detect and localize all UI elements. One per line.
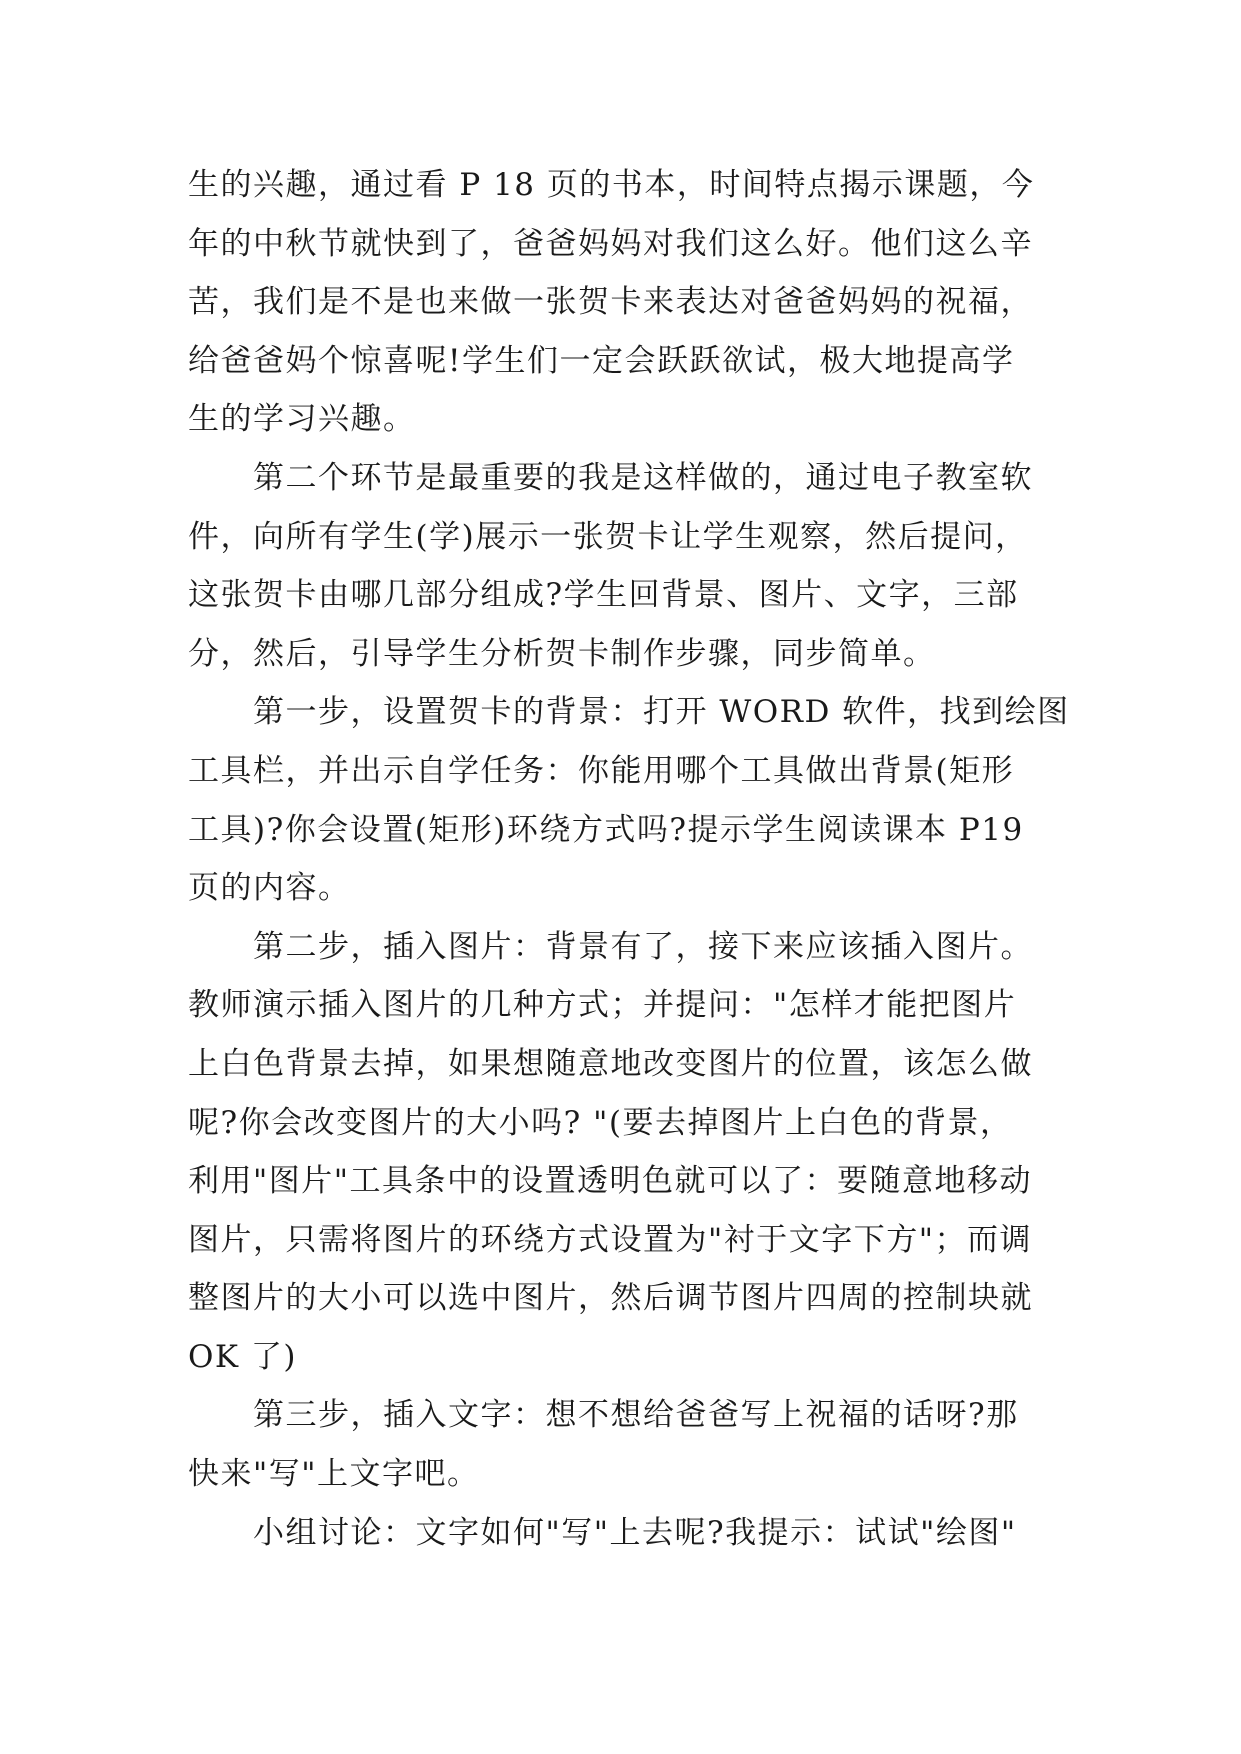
text-line: 教师演示插入图片的几种方式；并提问："怎样才能把图片 bbox=[188, 987, 1017, 1024]
text-line: 页的内容。 bbox=[188, 870, 351, 907]
text-line: 整图片的大小可以选中图片，然后调节图片四周的控制块就 bbox=[188, 1280, 1033, 1317]
text-line: 生的兴趣，通过看 P 18 页的书本，时间特点揭示课题，今 bbox=[188, 167, 1035, 203]
text-line: 给爸爸妈个惊喜呢!学生们一定会跃跃欲试，极大地提高学 bbox=[188, 342, 1015, 379]
text-line: 第一步，设置贺卡的背景：打开 WORD 软件，找到绘图 bbox=[188, 694, 1070, 731]
text-line: 年的中秋节就快到了，爸爸妈妈对我们这么好。他们这么辛 bbox=[188, 225, 1033, 262]
text-line: OK 了) bbox=[188, 1338, 298, 1375]
text-line: 小组讨论：文字如何"写"上去呢?我提示：试试"绘图" bbox=[188, 1514, 1017, 1551]
text-line: 苦，我们是不是也来做一张贺卡来表达对爸爸妈妈的祝福， bbox=[188, 284, 1033, 321]
text-line: 快来"写"上文字吧。 bbox=[188, 1456, 480, 1493]
text-line: 分，然后，引导学生分析贺卡制作步骤，同步简单。 bbox=[188, 635, 936, 672]
text-line: 工具栏，并出示自学任务：你能用哪个工具做出背景(矩形 bbox=[188, 752, 1015, 789]
text-line: 第二步，插入图片：背景有了，接下来应该插入图片。 bbox=[188, 928, 1033, 965]
text-line: 生的学习兴趣。 bbox=[188, 401, 416, 438]
text-line: 件，向所有学生(学)展示一张贺卡让学生观察，然后提问， bbox=[188, 518, 1028, 555]
text-line: 利用"图片"工具条中的设置透明色就可以了：要随意地移动 bbox=[188, 1163, 1033, 1200]
text-line: 上白色背景去掉，如果想随意地改变图片的位置，该怎么做 bbox=[188, 1045, 1033, 1082]
text-line: 呢?你会改变图片的大小吗? "(要去掉图片上白色的背景， bbox=[188, 1104, 1013, 1141]
text-line: 第二个环节是最重要的我是这样做的，通过电子教室软 bbox=[188, 459, 1033, 496]
text-line: 工具)?你会设置(矩形)环绕方式吗?提示学生阅读课本 P19 bbox=[188, 811, 1024, 848]
document-body bbox=[188, 156, 1070, 1562]
text-line: 这张贺卡由哪几部分组成?学生回背景、图片、文字，三部 bbox=[188, 577, 1019, 614]
text-line: 第三步，插入文字：想不想给爸爸写上祝福的话呀?那 bbox=[188, 1397, 1019, 1434]
text-line: 图片，只需将图片的环绕方式设置为"衬于文字下方"；而调 bbox=[188, 1221, 1033, 1258]
